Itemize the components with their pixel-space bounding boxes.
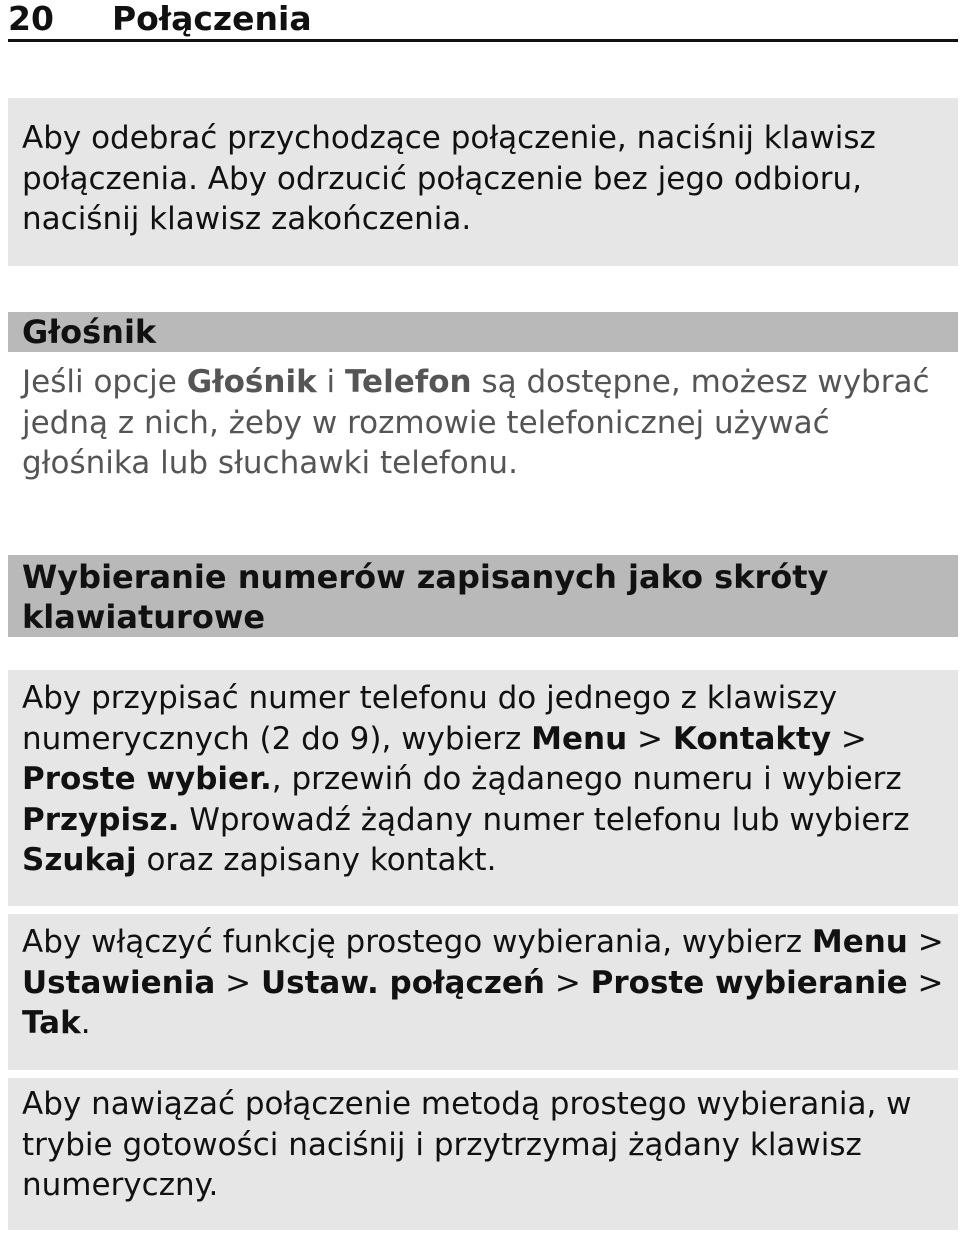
speed-dial-assign-block <box>8 670 958 906</box>
page-header <box>8 0 958 42</box>
speaker-heading: Głośnik <box>8 312 958 352</box>
speaker-body <box>8 352 958 484</box>
answer-call-text: Aby odebrać przychodzące połączenie, naciśnij klawisz połączenia. Aby odrzucić połączenie bez jego odbioru, naciśnij klawisz zakończenia. <box>22 120 876 237</box>
speaker-option: Głośnik <box>186 364 317 400</box>
speed-dial-call-text: Aby nawiązać połączenie metodą prostego wybierania, w trybie gotowości naciśnij i przytrzymaj żądany klawisz numeryczny. <box>22 1086 912 1203</box>
answer-call-block <box>8 98 958 266</box>
speed-dial-enable-block <box>8 914 958 1070</box>
speed-dial-assign-text: Aby przypisać numer telefonu do jednego z klawiszy numerycznych (2 do 9), wybierz Menu > Kontakty > Proste wybier., przewiń do żądanego numeru i wybierz Przypisz. Wprowadź żądany numer telefonu lub wybierz Szukaj oraz zapisany kontakt. <box>22 680 910 878</box>
section-title: Połączenia <box>112 0 312 38</box>
speaker-text: Jeśli opcje Głośnik i Telefon są dostępne, możesz wybrać jedną z nich, żeby w rozmowie telefonicznej używać głośnika lub słuchawki telefonu. <box>22 364 930 481</box>
speed-dial-call-block <box>8 1078 958 1230</box>
phone-option: Telefon <box>345 364 472 400</box>
speed-dial-heading: Wybieranie numerów zapisanych jako skróty klawiaturowe <box>8 555 958 637</box>
page-number: 20 <box>8 0 54 38</box>
speed-dial-enable-text: Aby włączyć funkcję prostego wybierania, wybierz Menu > Ustawienia > Ustaw. połączeń > Proste wybieranie > Tak. <box>22 924 944 1041</box>
